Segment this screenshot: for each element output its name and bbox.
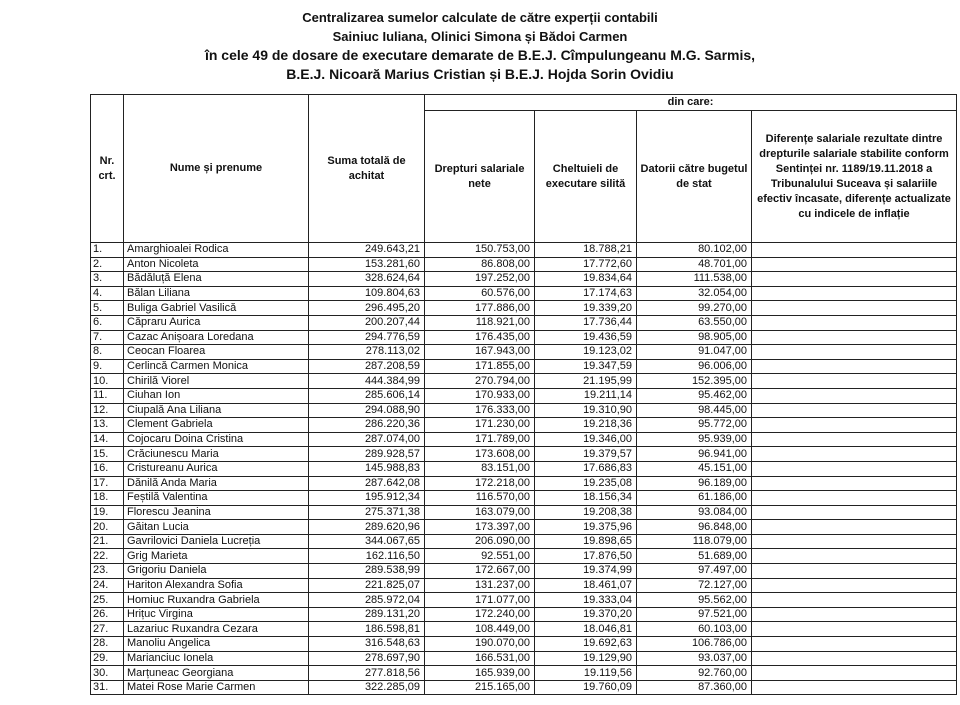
table-row [91,607,957,622]
table-row [91,680,957,695]
cell-debts: 106.786,00 [637,637,752,652]
cell-diff [752,359,957,374]
cell-expenses: 19.235,08 [535,476,637,491]
cell-expenses: 19.129,90 [535,651,637,666]
cell-nr: 16. [91,461,124,476]
cell-debts: 96.006,00 [637,359,752,374]
cell-total: 145.988,83 [309,461,425,476]
cell-total: 249.643,21 [309,243,425,258]
cell-total: 289.538,99 [309,564,425,579]
table-row [91,622,957,637]
cell-debts: 92.760,00 [637,666,752,681]
cell-salary: 108.449,00 [425,622,535,637]
cell-debts: 98.445,00 [637,403,752,418]
cell-salary: 166.531,00 [425,651,535,666]
table-row [91,549,957,564]
cell-nr: 22. [91,549,124,564]
cell-salary: 173.608,00 [425,447,535,462]
cell-salary: 171.077,00 [425,593,535,608]
cell-expenses: 17.174,63 [535,286,637,301]
table-row [91,593,957,608]
table-row [91,301,957,316]
cell-expenses: 17.772,60 [535,257,637,272]
cell-debts: 93.037,00 [637,651,752,666]
cell-diff [752,374,957,389]
cell-debts: 111.538,00 [637,272,752,287]
cell-expenses: 18.461,07 [535,578,637,593]
cell-diff [752,593,957,608]
cell-diff [752,447,957,462]
cell-total: 162.116,50 [309,549,425,564]
cell-name: Bădăluță Elena [124,272,309,287]
cell-name: Cerlincă Carmen Monica [124,359,309,374]
cell-diff [752,505,957,520]
table-row [91,272,957,287]
cell-total: 278.697,90 [309,651,425,666]
table-row [91,476,957,491]
cell-debts: 95.939,00 [637,432,752,447]
title-line-1: Centralizarea sumelor calculate de către experții contabili [302,10,658,25]
cell-debts: 96.848,00 [637,520,752,535]
header-total: Suma totală de achitat [309,95,425,243]
cell-nr: 4. [91,286,124,301]
cell-debts: 97.521,00 [637,607,752,622]
cell-diff [752,564,957,579]
title-line-2: Sainiuc Iuliana, Olinici Simona și Bădoi Carmen [332,29,628,44]
cell-name: Hrițuc Virgina [124,607,309,622]
cell-nr: 21. [91,534,124,549]
cell-debts: 152.395,00 [637,374,752,389]
cell-salary: 215.165,00 [425,680,535,695]
cell-salary: 176.333,00 [425,403,535,418]
header-salary: Drepturi salariale nete [425,111,535,243]
cell-diff [752,301,957,316]
cell-diff [752,520,957,535]
cell-name: Chirilă Viorel [124,374,309,389]
cell-name: Găitan Lucia [124,520,309,535]
summary-table [90,94,957,695]
cell-total: 444.384,99 [309,374,425,389]
cell-diff [752,345,957,360]
header-debts: Datorii către bugetul de stat [637,111,752,243]
cell-debts: 97.497,00 [637,564,752,579]
cell-diff [752,286,957,301]
cell-nr: 28. [91,637,124,652]
cell-total: 285.972,04 [309,593,425,608]
table-row [91,564,957,579]
cell-total: 287.208,59 [309,359,425,374]
cell-diff [752,476,957,491]
cell-nr: 7. [91,330,124,345]
cell-salary: 167.943,00 [425,345,535,360]
table-row [91,286,957,301]
cell-name: Marțuneac Georgiana [124,666,309,681]
cell-total: 294.088,90 [309,403,425,418]
cell-nr: 25. [91,593,124,608]
cell-name: Cazac Anișoara Loredana [124,330,309,345]
cell-diff [752,549,957,564]
cell-total: 289.928,57 [309,447,425,462]
cell-salary: 83.151,00 [425,461,535,476]
cell-total: 221.825,07 [309,578,425,593]
cell-salary: 190.070,00 [425,637,535,652]
cell-nr: 11. [91,388,124,403]
table-body [91,243,957,695]
cell-expenses: 18.156,34 [535,491,637,506]
cell-total: 328.624,64 [309,272,425,287]
document-title [0,8,960,84]
cell-expenses: 21.195,99 [535,374,637,389]
cell-total: 153.281,60 [309,257,425,272]
cell-expenses: 19.379,57 [535,447,637,462]
cell-expenses: 19.346,00 [535,432,637,447]
cell-salary: 118.921,00 [425,315,535,330]
cell-diff [752,578,957,593]
cell-nr: 24. [91,578,124,593]
cell-name: Grig Marieta [124,549,309,564]
cell-debts: 95.462,00 [637,388,752,403]
cell-salary: 172.667,00 [425,564,535,579]
cell-salary: 170.933,00 [425,388,535,403]
table-row [91,432,957,447]
cell-salary: 60.576,00 [425,286,535,301]
table-row [91,505,957,520]
cell-diff [752,461,957,476]
cell-diff [752,315,957,330]
cell-expenses: 19.310,90 [535,403,637,418]
cell-name: Clement Gabriela [124,418,309,433]
cell-debts: 95.562,00 [637,593,752,608]
cell-expenses: 18.788,21 [535,243,637,258]
cell-diff [752,432,957,447]
cell-salary: 206.090,00 [425,534,535,549]
cell-expenses: 19.218,36 [535,418,637,433]
cell-nr: 8. [91,345,124,360]
table-row [91,651,957,666]
cell-diff [752,680,957,695]
cell-name: Grigoriu Daniela [124,564,309,579]
cell-nr: 15. [91,447,124,462]
cell-salary: 172.218,00 [425,476,535,491]
cell-expenses: 17.736,44 [535,315,637,330]
table-row [91,578,957,593]
cell-expenses: 19.834,64 [535,272,637,287]
cell-debts: 45.151,00 [637,461,752,476]
cell-debts: 80.102,00 [637,243,752,258]
title-line-4: B.E.J. Nicoară Marius Cristian și B.E.J. Hojda Sorin Ovidiu [286,66,674,82]
cell-salary: 163.079,00 [425,505,535,520]
cell-name: Lazariuc Ruxandra Cezara [124,622,309,637]
table-row [91,243,957,258]
cell-expenses: 19.123,02 [535,345,637,360]
cell-nr: 17. [91,476,124,491]
cell-salary: 176.435,00 [425,330,535,345]
table-row [91,447,957,462]
cell-diff [752,666,957,681]
cell-debts: 48.701,00 [637,257,752,272]
cell-total: 344.067,65 [309,534,425,549]
table-row [91,388,957,403]
header-name: Nume și prenume [124,95,309,243]
cell-debts: 96.941,00 [637,447,752,462]
cell-name: Gavrilovici Daniela Lucreția [124,534,309,549]
cell-name: Homiuc Ruxandra Gabriela [124,593,309,608]
cell-name: Crăciunescu Maria [124,447,309,462]
cell-total: 294.776,59 [309,330,425,345]
cell-total: 287.074,00 [309,432,425,447]
cell-total: 186.598,81 [309,622,425,637]
cell-diff [752,257,957,272]
cell-nr: 14. [91,432,124,447]
cell-debts: 63.550,00 [637,315,752,330]
cell-total: 195.912,34 [309,491,425,506]
cell-debts: 91.047,00 [637,345,752,360]
header-expenses: Cheltuieli de executare silită [535,111,637,243]
cell-name: Feștilă Valentina [124,491,309,506]
cell-total: 278.113,02 [309,345,425,360]
cell-diff [752,388,957,403]
cell-expenses: 19.436,59 [535,330,637,345]
cell-debts: 60.103,00 [637,622,752,637]
table-row [91,315,957,330]
cell-name: Cristureanu Aurica [124,461,309,476]
table-row [91,345,957,360]
cell-name: Marianciuc Ionela [124,651,309,666]
cell-total: 322.285,09 [309,680,425,695]
cell-name: Anton Nicoleta [124,257,309,272]
cell-salary: 86.808,00 [425,257,535,272]
cell-nr: 3. [91,272,124,287]
cell-expenses: 18.046,81 [535,622,637,637]
cell-salary: 131.237,00 [425,578,535,593]
table-row [91,534,957,549]
cell-diff [752,272,957,287]
header-nr: Nr. crt. [91,95,124,243]
cell-debts: 96.189,00 [637,476,752,491]
cell-nr: 2. [91,257,124,272]
cell-nr: 30. [91,666,124,681]
cell-name: Ciupală Ana Liliana [124,403,309,418]
cell-nr: 27. [91,622,124,637]
cell-total: 285.606,14 [309,388,425,403]
cell-debts: 93.084,00 [637,505,752,520]
cell-nr: 18. [91,491,124,506]
table-row [91,666,957,681]
cell-diff [752,491,957,506]
cell-expenses: 19.692,63 [535,637,637,652]
table-row [91,461,957,476]
cell-salary: 171.230,00 [425,418,535,433]
cell-salary: 150.753,00 [425,243,535,258]
cell-name: Ceocan Floarea [124,345,309,360]
cell-name: Ciuhan Ion [124,388,309,403]
cell-expenses: 17.876,50 [535,549,637,564]
cell-name: Dănilă Anda Maria [124,476,309,491]
cell-name: Buliga Gabriel Vasilică [124,301,309,316]
cell-name: Manoliu Angelica [124,637,309,652]
cell-salary: 171.855,00 [425,359,535,374]
cell-debts: 98.905,00 [637,330,752,345]
cell-debts: 87.360,00 [637,680,752,695]
cell-diff [752,243,957,258]
cell-nr: 31. [91,680,124,695]
cell-diff [752,330,957,345]
cell-nr: 1. [91,243,124,258]
cell-diff [752,403,957,418]
cell-salary: 197.252,00 [425,272,535,287]
cell-salary: 165.939,00 [425,666,535,681]
cell-nr: 9. [91,359,124,374]
cell-nr: 13. [91,418,124,433]
cell-nr: 23. [91,564,124,579]
cell-nr: 26. [91,607,124,622]
cell-nr: 29. [91,651,124,666]
cell-expenses: 19.208,38 [535,505,637,520]
cell-expenses: 19.760,09 [535,680,637,695]
cell-expenses: 19.375,96 [535,520,637,535]
cell-expenses: 19.347,59 [535,359,637,374]
cell-total: 286.220,36 [309,418,425,433]
cell-expenses: 19.339,20 [535,301,637,316]
cell-expenses: 19.370,20 [535,607,637,622]
table-row [91,257,957,272]
cell-expenses: 19.119,56 [535,666,637,681]
cell-name: Căpraru Aurica [124,315,309,330]
table-row [91,330,957,345]
cell-total: 200.207,44 [309,315,425,330]
cell-diff [752,622,957,637]
table-row [91,637,957,652]
cell-name: Matei Rose Marie Carmen [124,680,309,695]
cell-total: 296.495,20 [309,301,425,316]
cell-name: Amarghioalei Rodica [124,243,309,258]
cell-salary: 173.397,00 [425,520,535,535]
cell-nr: 20. [91,520,124,535]
cell-total: 316.548,63 [309,637,425,652]
cell-debts: 95.772,00 [637,418,752,433]
cell-total: 109.804,63 [309,286,425,301]
table-row [91,418,957,433]
cell-debts: 118.079,00 [637,534,752,549]
cell-nr: 6. [91,315,124,330]
cell-diff [752,637,957,652]
cell-nr: 10. [91,374,124,389]
cell-total: 287.642,08 [309,476,425,491]
cell-debts: 51.689,00 [637,549,752,564]
header-group: din care: [425,95,957,111]
cell-debts: 61.186,00 [637,491,752,506]
cell-salary: 270.794,00 [425,374,535,389]
table-row [91,403,957,418]
cell-expenses: 19.211,14 [535,388,637,403]
cell-salary: 171.789,00 [425,432,535,447]
cell-diff [752,651,957,666]
cell-expenses: 19.898,65 [535,534,637,549]
cell-total: 275.371,38 [309,505,425,520]
cell-nr: 5. [91,301,124,316]
table-row [91,491,957,506]
cell-nr: 12. [91,403,124,418]
cell-salary: 92.551,00 [425,549,535,564]
table-row [91,359,957,374]
cell-salary: 116.570,00 [425,491,535,506]
table-row [91,520,957,535]
header-diff: Diferențe salariale rezultate dintre drepturile salariale stabilite conform Sentinței nr. 1189/19.11.2018 a Tribunalului Suceava și salariile efectiv încasate, diferențe actualizate cu indicele de inflație [752,111,957,243]
cell-total: 277.818,56 [309,666,425,681]
cell-total: 289.131,20 [309,607,425,622]
cell-name: Florescu Jeanina [124,505,309,520]
cell-expenses: 17.686,83 [535,461,637,476]
cell-diff [752,534,957,549]
cell-debts: 99.270,00 [637,301,752,316]
cell-total: 289.620,96 [309,520,425,535]
cell-nr: 19. [91,505,124,520]
table-row [91,374,957,389]
cell-salary: 172.240,00 [425,607,535,622]
cell-debts: 32.054,00 [637,286,752,301]
cell-diff [752,418,957,433]
cell-name: Bălan Liliana [124,286,309,301]
cell-salary: 177.886,00 [425,301,535,316]
cell-expenses: 19.374,99 [535,564,637,579]
title-line-3: în cele 49 de dosare de executare demarate de B.E.J. Cîmpulungeanu M.G. Sarmis, [204,47,756,63]
cell-diff [752,607,957,622]
cell-debts: 72.127,00 [637,578,752,593]
cell-name: Hariton Alexandra Sofia [124,578,309,593]
cell-name: Cojocaru Doina Cristina [124,432,309,447]
cell-expenses: 19.333,04 [535,593,637,608]
